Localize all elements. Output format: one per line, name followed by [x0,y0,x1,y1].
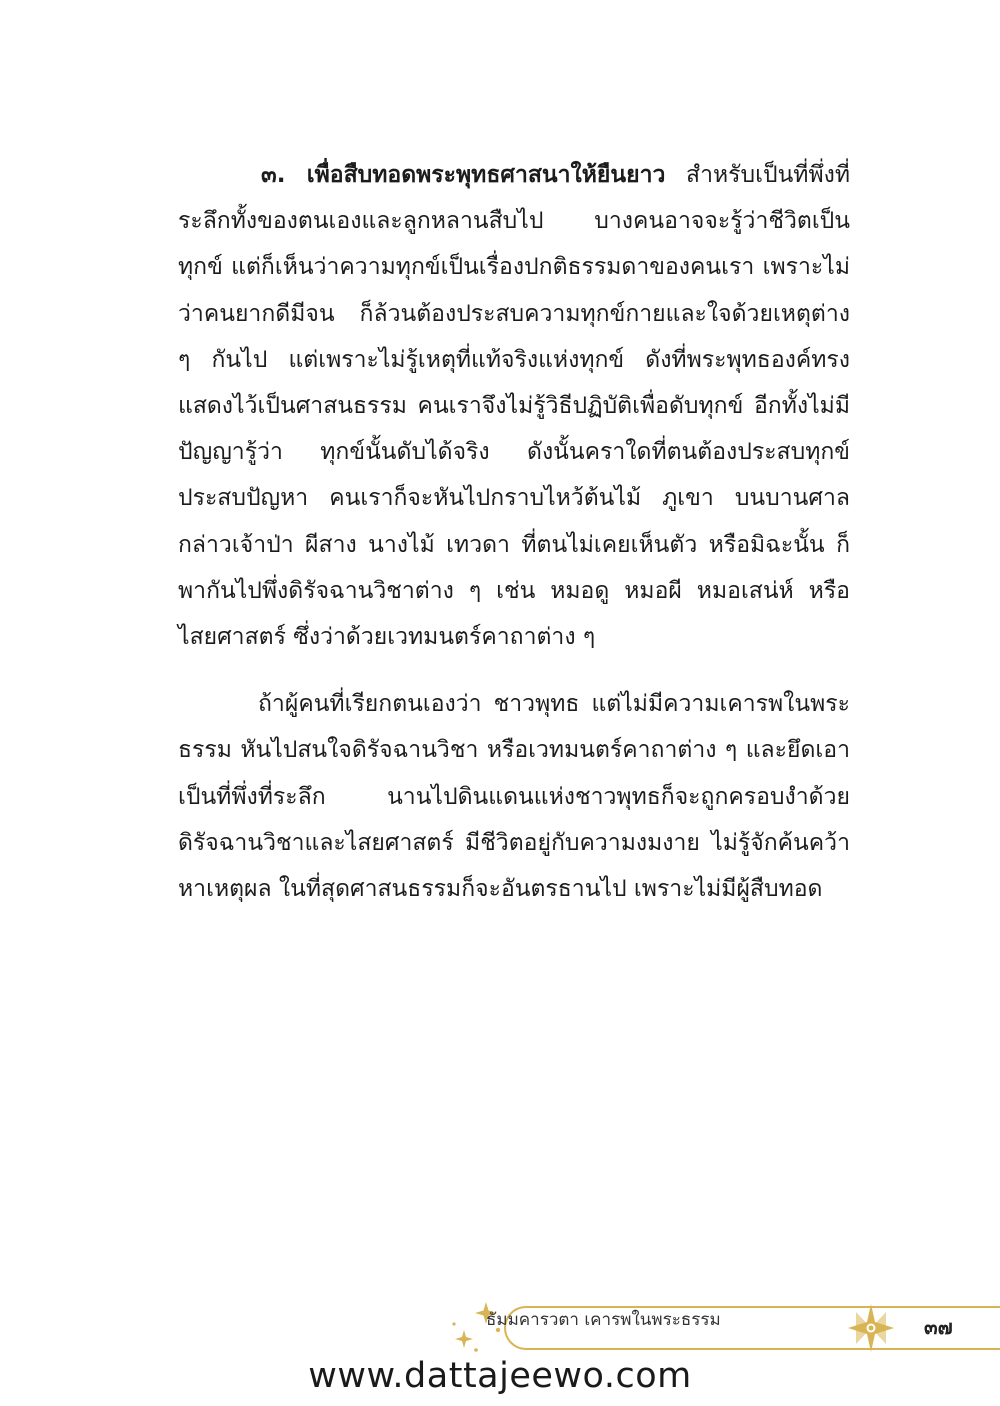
page-number: ๓๗ [924,1315,953,1339]
page-body [178,152,850,912]
paragraph-1-text: สำหรับเป็นที่พึ่งที่ระลึกทั้งของตนเองและลูกหลานสืบไป บางคนอาจจะรู้ว่าชีวิตเป็นทุกข์ แต่ก็เห็นว่าความทุกข์เป็นเรื่องปกติธรรมดาของคนเรา เพราะไม่ว่าคนยากดีมีจน ก็ล้วนต้องประสบความทุกข์กายและใจด้วยเหตุต่าง ๆ กันไป แต่เพราะไม่รู้เหตุที่แท้จริงแห่งทุกข์ ดังที่พระพุทธองค์ทรงแสดงไว้เป็นศาสนธรรม คนเราจึงไม่รู้วิธีปฏิบัติเพื่อดับทุกข์ อีกทั้งไม่มีปัญญารู้ว่า ทุกข์นั้นดับได้จริง ดังนั้นคราใดที่ตนต้องประสบทุกข์ประสบปัญหา คนเราก็จะหันไปกราบไหว้ต้นไม้ ภูเขา บนบานศาลกล่าวเจ้าป่า ผีสาง นางไม้ เทวดา ที่ตนไม่เคยเห็นตัว หรือมิฉะนั้น ก็พากันไปพึ่งดิรัจฉานวิชาต่าง ๆ เช่น หมอดู หมอผี หมอเสน่ห์ หรือไสยศาสตร์ ซึ่งว่าด้วยเวทมนตร์คาถาต่าง ๆ [178,162,851,651]
website-url[interactable]: www.dattajeewo.com [308,1356,692,1396]
star-ornament-icon [844,1302,898,1354]
book-title: ธัมมคารวตา เคารพในพระธรรม [486,1310,721,1330]
page-footer [446,1296,1000,1360]
paragraph-2: ถ้าผู้คนที่เรียกตนเองว่า ชาวพุทธ แต่ไม่มีความเคารพในพระธรรม หันไปสนใจดิรัจฉานวิชา หรือเวทมนตร์คาถาต่าง ๆ และยึดเอาเป็นที่พึ่งที่ระลึก นานไปดินแดนแห่งชาวพุทธก็จะถูกครอบงำด้วยดิรัจฉานวิชาและไสยศาสตร์ มีชีวิตอยู่กับความงมงาย ไม่รู้จักค้นคว้าหาเหตุผล ในที่สุดศาสนธรรมก็จะอันตรธานไป เพราะไม่มีผู้สืบทอด [178,691,850,903]
paragraph-1 [178,152,850,660]
section-heading: ๓. เพื่อสืบทอดพระพุทธศาสนาให้ยืนยาว [261,162,666,188]
